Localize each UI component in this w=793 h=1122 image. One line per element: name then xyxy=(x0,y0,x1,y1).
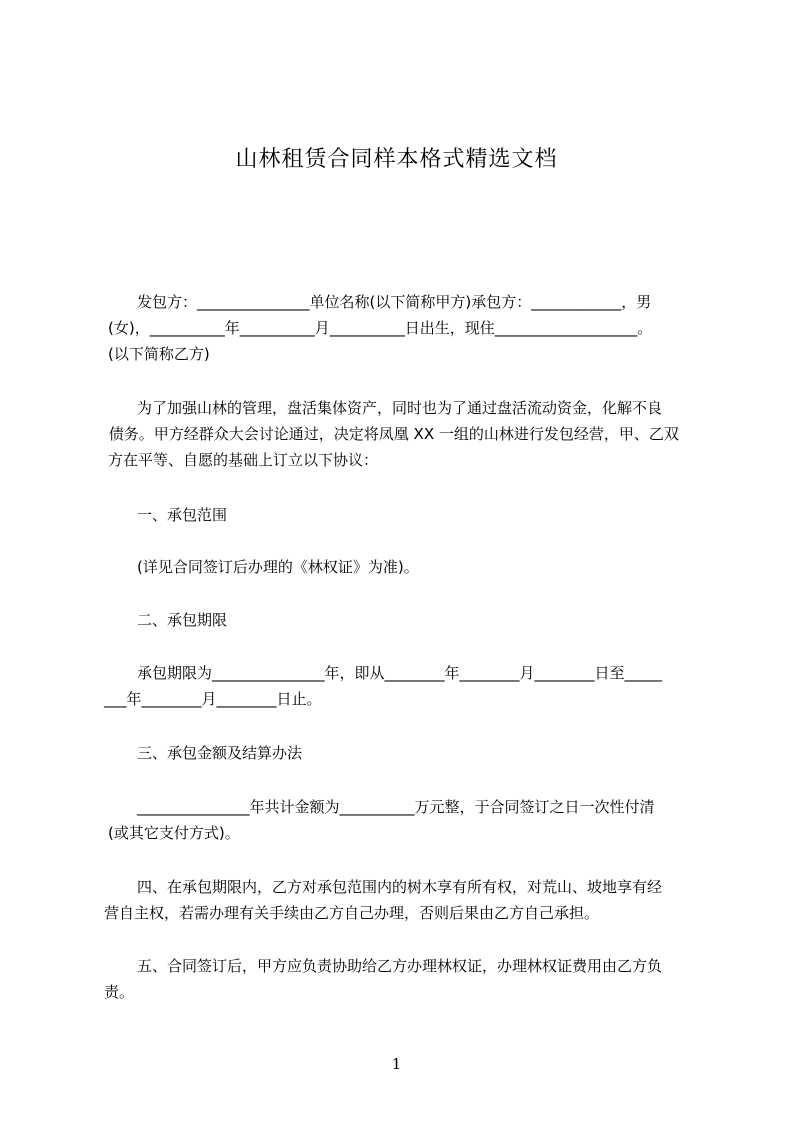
scope-text: (详见合同签订后办理的《林权证》为准)。 xyxy=(137,558,419,576)
page-number: 1 xyxy=(391,1055,402,1073)
purpose-line-1: 为了加强山林的管理，盘活集体资产，同时也为了通过盘活流动资金，化解不良 xyxy=(137,399,663,417)
purpose-line-3: 方在平等、自愿的基础上订立以下协议： xyxy=(108,451,379,469)
payment-line-2: (或其它支付方式)。 xyxy=(108,824,240,842)
clause-4-line-1: 四、在承包期限内，乙方对承包范围内的树木享有所有权，对荒山、坡地享有经 xyxy=(137,878,663,896)
clause-4-line-2: 营自主权，若需办理有关手续由乙方自己办理，否则后果由乙方自己承担。 xyxy=(104,904,600,922)
term-line-2: ___年________月________日止。 xyxy=(104,690,322,708)
party-line-3: (以下简称乙方) xyxy=(108,345,210,363)
clause-5-line-2: 责。 xyxy=(104,983,135,1001)
term-line-1: 承包期限为_______________年，即从________年________月________日至_____ xyxy=(137,664,663,682)
section-heading-payment: 三、承包金额及结算办法 xyxy=(137,744,303,762)
party-line-2: (女)，__________年__________月__________日出生，现住___________________。 xyxy=(108,319,653,337)
document-title: 山林租赁合同样本格式精选文档 xyxy=(235,147,558,172)
party-line-1: 发包方：_______________单位名称(以下简称甲方)承包方：____________，男 xyxy=(137,293,652,311)
clause-5-line-1: 五、合同签订后，甲方应负责协助给乙方办理林权证，办理林权证费用由乙方负 xyxy=(137,957,663,975)
payment-line-1: _______________年共计金额为__________万元整，于合同签订之日一次性付清 xyxy=(137,798,655,816)
section-heading-scope: 一、承包范围 xyxy=(137,506,228,524)
purpose-line-2: 债务。甲方经群众大会讨论通过，决定将凤凰 XX 一组的山林进行发包经营，甲、乙双 xyxy=(104,425,679,443)
section-heading-term: 二、承包期限 xyxy=(137,611,228,629)
